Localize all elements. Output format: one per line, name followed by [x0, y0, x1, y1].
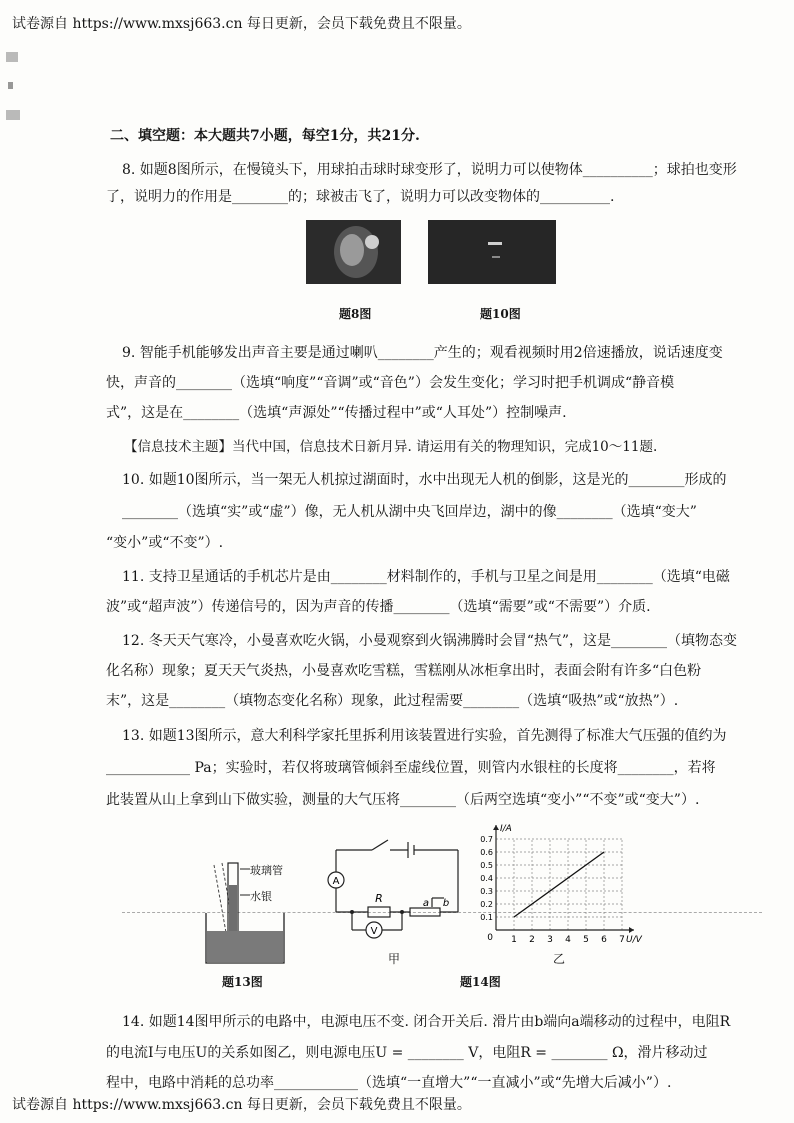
- graph-label-yi: 乙: [553, 952, 566, 966]
- section-title: 二、填空题：本大题共7小题，每空1分，共21分.: [110, 128, 420, 144]
- page-header: 试卷源自 https://www.mxsj663.cn 每日更新，会员下载免费且不限量。: [12, 16, 471, 32]
- racket-ball-image: [306, 220, 401, 284]
- y-tick-label: 0.2: [480, 900, 493, 909]
- question-8-line-1: 8. 如题8图所示，在慢镜头下，用球拍击球时球变形了，说明力可以使物体__________；球拍也变形: [122, 162, 737, 178]
- fig14-circuit: [322, 830, 472, 945]
- y-tick-label: 0.4: [480, 874, 493, 883]
- question-14-line-2: 的电流I与电压U的关系如图乙，则电源电压U = ________ V，电阻R = ________ Ω，滑片移动过: [106, 1045, 708, 1061]
- x-tick-label: 4: [565, 935, 571, 945]
- page-footer: 试卷源自 https://www.mxsj663.cn 每日更新，会员下载免费且不限量。: [12, 1097, 471, 1113]
- question-10-line-2: ________（选填“实”或“虚”）像，无人机从湖中央飞回岸边，湖中的像________（选填“变大”: [122, 504, 697, 520]
- y-tick-label: 0.7: [480, 835, 493, 844]
- question-13-line-1: 13. 如题13图所示，意大利科学家托里拆利用该装置进行实验，首先测得了标准大气压强的值约为: [122, 728, 727, 744]
- y-tick-label: 0.6: [480, 848, 493, 857]
- question-8-line-2: 了，说明力的作用是________的；球被击飞了，说明力可以改变物体的__________.: [106, 189, 615, 205]
- switch: [372, 840, 388, 850]
- fig13-caption: 题13图: [222, 975, 263, 989]
- fig8-photo: [306, 220, 401, 284]
- question-9-line-2: 快，声音的________（选填“响度”“音调”或“音色”）会发生变化；学习时把手机调成“静音模: [106, 375, 675, 391]
- question-13-line-3: 此装置从山上拿到山下做实验，测量的大气压将________（后两空选填“变小”“不变”或“变大”）.: [106, 792, 700, 808]
- series-line: [514, 852, 604, 917]
- scan-speck: [6, 110, 20, 120]
- y-tick-label: 0.5: [480, 861, 493, 870]
- x-tick-label: 6: [601, 935, 607, 945]
- circuit-label-jia: 甲: [388, 952, 401, 966]
- question-12-line-3: 末”，这是________（填物态变化名称）现象，此过程需要________（选填“吸热”或“放热”）.: [106, 693, 679, 709]
- voltmeter-label: V: [370, 926, 378, 937]
- question-13-line-2: ____________ Pa；实验时，若仅将玻璃管倾斜至虚线位置，则管内水银柱的长度将________，若将: [106, 760, 716, 776]
- question-14-line-3: 程中，电路中消耗的总功率____________（选填“一直增大”“一直减小”或“先增大后减小”）.: [106, 1075, 672, 1091]
- fig8-caption: 题8图: [339, 307, 372, 321]
- rheostat: [410, 908, 440, 916]
- end-b-label: b: [442, 898, 450, 909]
- question-11-line-1: 11. 支持卫星通话的手机芯片是由________材料制作的，手机与卫星之间是用________（选填“电磁: [122, 569, 730, 585]
- fig14-iu-graph: [478, 822, 648, 952]
- x-tick-label: 5: [583, 935, 589, 945]
- scan-speck: [6, 52, 18, 62]
- question-12-line-2: 化名称）现象；夏天天气炎热，小曼喜欢吃雪糕，雪糕刚从冰柜拿出时，表面会附有许多“白色粉: [106, 663, 702, 679]
- x-tick-label: 7: [619, 935, 625, 945]
- question-10-line-1: 10. 如题10图所示，当一架无人机掠过湖面时，水中出现无人机的倒影，这是光的________形成的: [122, 472, 727, 488]
- fig10-photo: [428, 220, 556, 284]
- y-tick-label: 0.1: [480, 913, 493, 922]
- question-12-line-1: 12. 冬天天气寒冷，小曼喜欢吃火锅，小曼观察到火锅沸腾时会冒“热气”，这是________（填物态变: [122, 633, 738, 649]
- y-axis-arrow: [493, 825, 499, 830]
- scan-speck: [8, 82, 13, 89]
- fig14-caption: 题14图: [460, 975, 501, 989]
- ammeter-label: A: [332, 876, 340, 887]
- info-tech-theme: 【信息技术主题】当代中国，信息技术日新月异. 请运用有关的物理知识，完成10～11题.: [124, 439, 658, 455]
- resistor-r: [368, 907, 390, 917]
- x-axis-label: U/V: [626, 935, 642, 945]
- x-tick-label: 2: [529, 935, 535, 945]
- drone-lake-image: [428, 220, 556, 284]
- question-14-line-1: 14. 如题14图甲所示的电路中，电源电压不变. 闭合开关后. 滑片由b端向a端移动的过程中，电阻R: [122, 1014, 731, 1030]
- label-mercury: 水银: [250, 890, 272, 903]
- fig10-caption: 题10图: [480, 307, 521, 321]
- question-10-line-3: “变小”或“不变”）.: [106, 535, 224, 551]
- question-9-line-1: 9. 智能手机能够发出声音主要是通过喇叭________产生的；观看视频时用2倍速播放，说话速度变: [122, 345, 723, 361]
- resistor-label: R: [375, 892, 383, 905]
- x-tick-label: 1: [511, 935, 517, 945]
- question-9-line-3: 式”，这是在________（选填“声源处”“传播过程中”或“人耳处”）控制噪声.: [106, 405, 567, 421]
- label-glass-tube: 玻璃管: [250, 864, 283, 877]
- y-tick-label: 0.3: [480, 887, 493, 896]
- origin-label: 0: [487, 933, 493, 943]
- x-tick-label: 3: [547, 935, 553, 945]
- end-a-label: a: [422, 898, 430, 909]
- question-11-line-2: 波”或“超声波”）传递信号的，因为声音的传播________（选填“需要”或“不需要”）介质.: [106, 599, 651, 615]
- x-axis-arrow: [629, 927, 634, 933]
- y-axis-label: I/A: [500, 824, 512, 834]
